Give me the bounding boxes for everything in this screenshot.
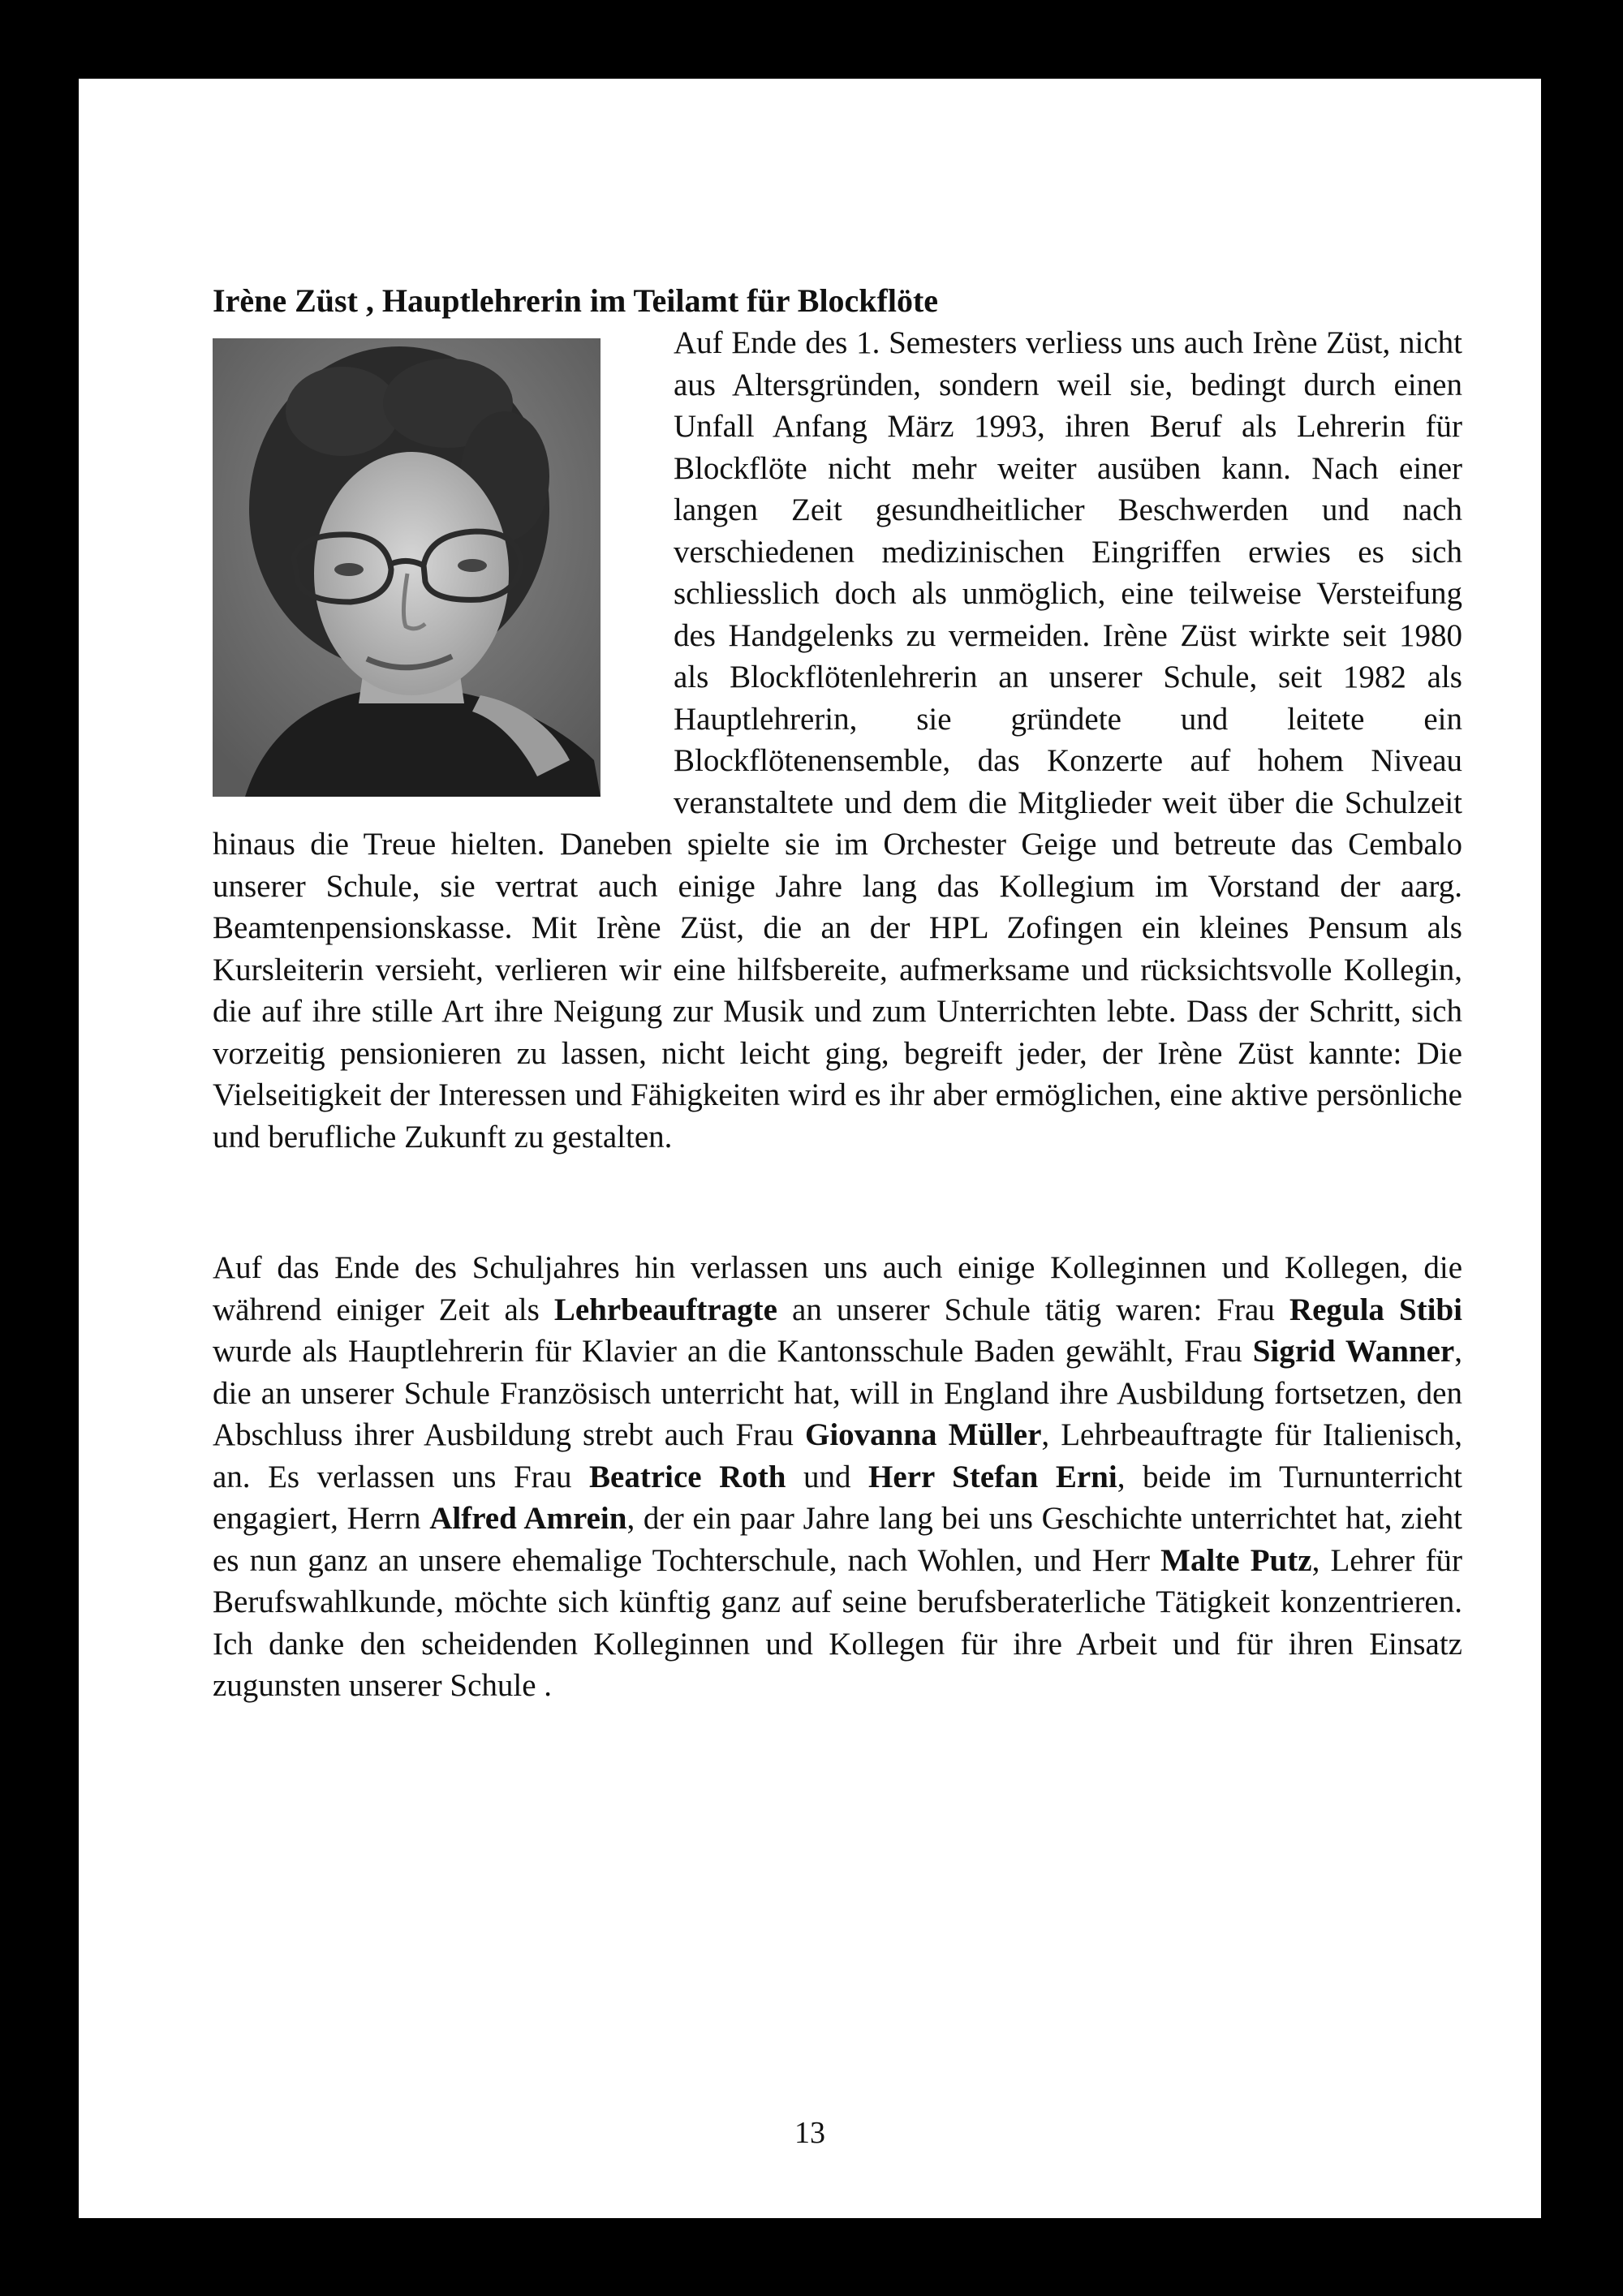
bold-name: Giovanna Müller [804, 1417, 1042, 1452]
text-segment: und [786, 1459, 869, 1494]
bold-name: Regula Stibi [1289, 1292, 1463, 1327]
bold-name: Sigrid Wanner [1252, 1334, 1455, 1369]
page-number: 13 [794, 2116, 825, 2150]
document-page [79, 79, 1541, 2218]
text-segment: , Lehrbeauftragte für Italienisch, an. Es verlassen uns Frau [213, 1417, 1463, 1494]
section-title: Irène Züst , Hauptlehrerin im Teilamt für Blockflöte [213, 282, 939, 319]
text-segment: Auf das Ende des Schuljahres hin verlassen uns auch einige Kolleginnen und Kollegen, die während einiger Zeit als [213, 1250, 1462, 1327]
article-content [213, 280, 1462, 1707]
bold-name: Malte Putz [1160, 1542, 1312, 1578]
bold-name: Herr Stefan Erni [868, 1459, 1117, 1494]
text-segment: , der ein paar Jahre lang bei uns Geschichte unterrichtet hat, zieht es nun ganz an unsere ehemalige Tochterschule, nach Wohlen, und Herr [213, 1501, 1462, 1578]
portrait-illustration [213, 338, 601, 797]
bold-name: Alfred Amrein [429, 1501, 627, 1536]
text-segment: , beide im Turnunterricht engagiert, Herrn [213, 1459, 1463, 1536]
bold-name: Lehrbeauftragte [553, 1292, 777, 1327]
text-segment: , Lehrer für Berufswahlkunde, möchte sich künftig ganz auf seine berufsberaterliche Tätigkeit konzentrieren. Ich danke den scheidenden Kolleginnen und Kollegen für ihre Arbeit und für ihren Einsatz zugunsten unserer Schule . [213, 1542, 1462, 1703]
portrait-photo [213, 338, 601, 797]
paragraph-1: Auf Ende des 1. Semesters verliess uns auch Irène Züst, nicht aus Altersgründen, sondern weil sie, bedingt durch einen Unfall Anfang März 1993, ihren Beruf als Lehrerin für Blockflöte nicht mehr weiter ausüben kann. Nach einer langen Zeit gesundheitlicher Beschwerden und nach verschiedenen medizinischen Eingriffen erwies es sich schliesslich doch als unmöglich, eine teilweise Versteifung des Handgelenks zu vermeiden. Irène Züst wirkte seit 1980 als Blockflötenlehrerin an unserer Schule, seit 1982 als Hauptlehrerin, sie gründete und leitete ein Blockflötenensemble, das Konzerte auf hohem Niveau veranstaltete und dem die Mitglieder weit über die Schulzeit hinaus die Treue hielten. Daneben spielte sie im Orchester Geige und betreute das Cembalo unserer Schule, sie vertrat auch einige Jahre lang das Kollegium im Vorstand der aarg. Beamtenpensionskasse. Mit Irène Züst, die an der HPL Zofingen ein kleines Pensum als Kursleiterin versieht, verlieren wir eine hilfsbereite, aufmerksame und rücksichtsvolle Kollegin, die auf ihre stille Art ihre Neigung zur Musik und zum Unterrichten lebte. Dass der Schritt, sich vorzeitig pensionieren zu lassen, nicht leicht ging, begreift jeder, der Irène Züst kannte: Die Vielseitigkeit der Interessen und Fähigkeiten wird es ihr aber ermöglichen, eine aktive persönliche und berufliche Zukunft zu gestalten. [213, 325, 1462, 1154]
text-segment: , die an unserer Schule Französisch unterricht hat, will in England ihre Ausbildung fortsetzen, den Abschluss ihrer Ausbildung strebt auch Frau [213, 1334, 1462, 1452]
bold-name: Beatrice Roth [589, 1459, 786, 1494]
paragraph-2 [213, 1247, 1462, 1707]
text-segment: an unserer Schule tätig waren: Frau [777, 1292, 1289, 1327]
text-segment: wurde als Hauptlehrerin für Klavier an die Kantonsschule Baden gewählt, Frau [213, 1334, 1253, 1369]
